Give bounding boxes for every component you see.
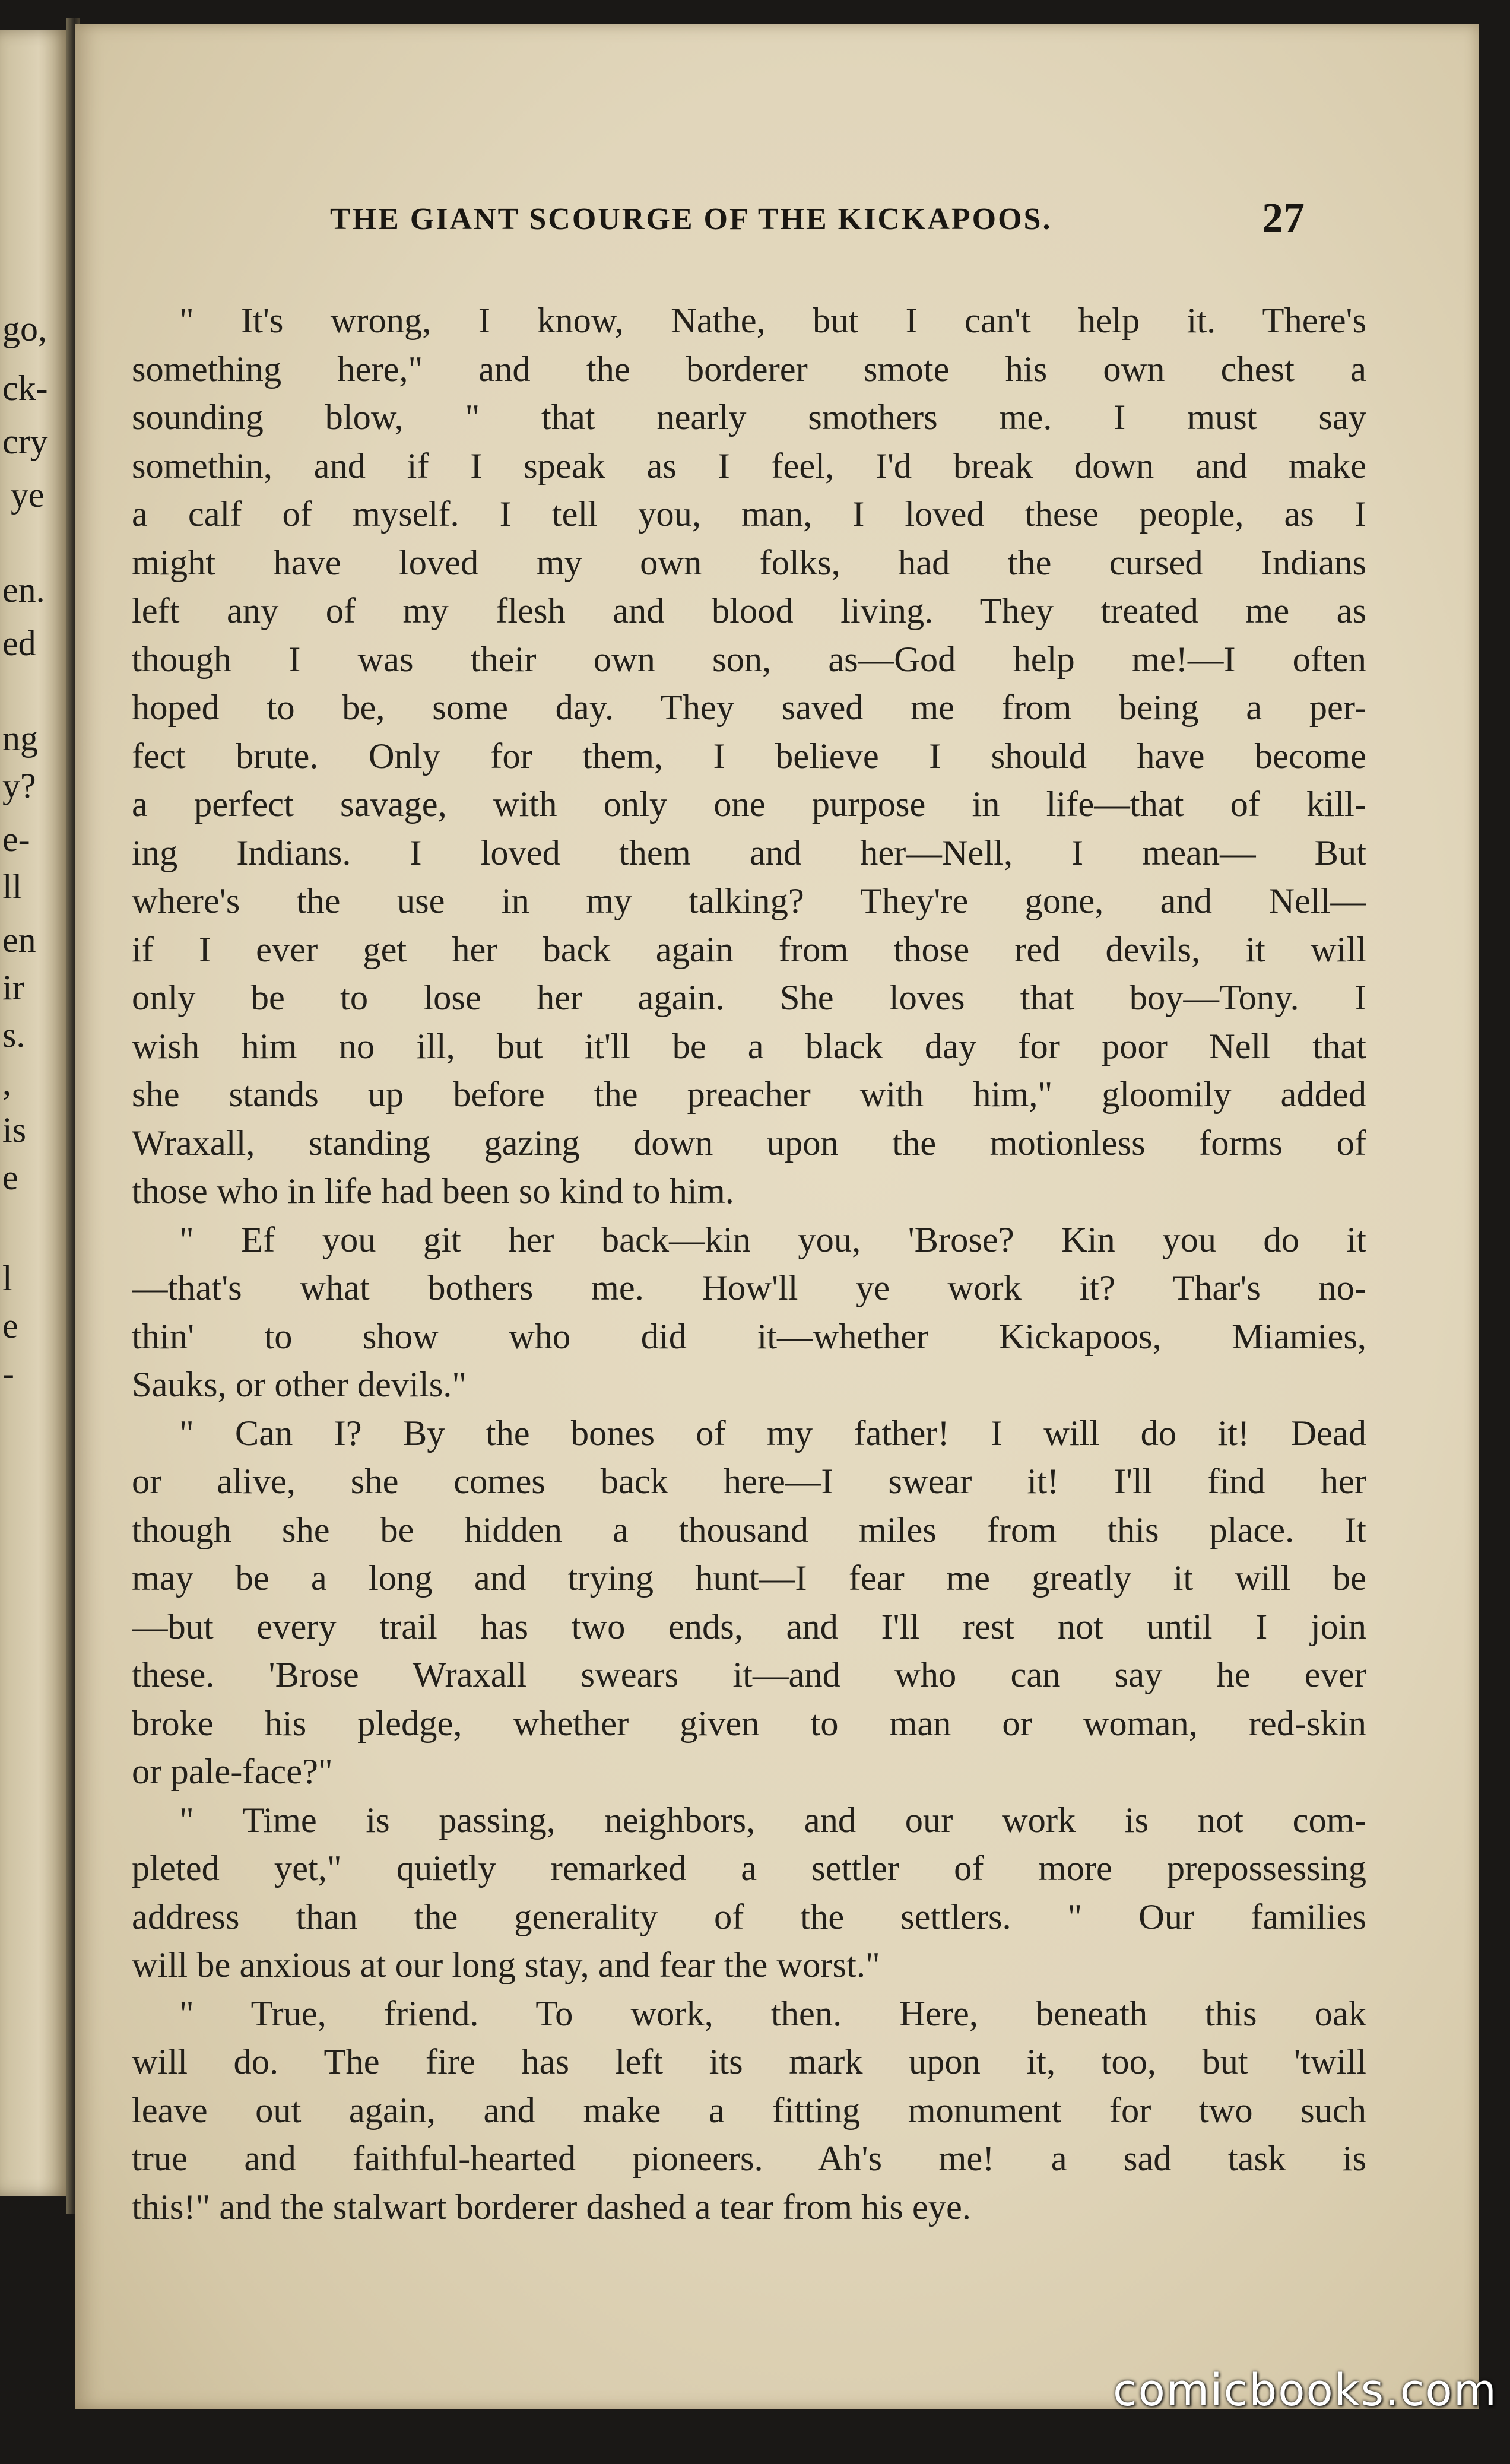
text-line: address than the generality of the settlers. " Our families	[132, 1897, 1366, 1937]
left-page-fragment: ye	[11, 475, 45, 515]
text-line: left any of my flesh and blood living. They treated me as	[132, 591, 1366, 631]
text-line: will do. The fire has left its mark upon it, too, but 'twill	[132, 2042, 1366, 2082]
text-line: where's the use in my talking? They're gone, and Nell—	[132, 881, 1366, 921]
text-line: a perfect savage, with only one purpose in life—that of kill-	[132, 785, 1366, 824]
left-page-edge	[0, 30, 70, 2196]
left-page-fragment: l	[2, 1259, 12, 1298]
text-line: thin' to show who did it—whether Kickapoos, Miamies,	[132, 1316, 1366, 1357]
body-text	[132, 297, 1366, 2231]
text-line: hoped to be, some day. They saved me from being a per-	[132, 688, 1366, 728]
left-page-fragment: ll	[2, 867, 23, 906]
text-line: though she be hidden a thousand miles from this place. It	[132, 1510, 1366, 1550]
left-page-fragment: go,	[2, 309, 47, 348]
text-line: or alive, she comes back here—I swear it! I'll find her	[132, 1462, 1366, 1501]
text-line: " Ef you git her back—kin you, 'Brose? Kin you do it	[179, 1220, 1366, 1260]
text-line: true and faithful-hearted pioneers. Ah's me! a sad task is	[132, 2139, 1366, 2179]
left-page-fragment: s.	[2, 1015, 26, 1055]
text-line: somethin, and if I speak as I feel, I'd break down and make	[132, 446, 1366, 486]
text-line: might have loved my own folks, had the cursed Indians	[132, 542, 1366, 583]
left-page-fragment: -	[2, 1354, 14, 1393]
text-line: ing Indians. I loved them and her—Nell, I mean— But	[132, 833, 1366, 873]
left-page-fragment: ng	[2, 719, 38, 758]
text-line: only be to lose her again. She loves that boy—Tony. I	[132, 978, 1366, 1018]
text-line: may be a long and trying hunt—I fear me greatly it will be	[132, 1558, 1366, 1598]
text-line: leave out again, and make a fitting monument for two such	[132, 2090, 1366, 2130]
text-line: something here," and the borderer smote his own chest a	[132, 349, 1366, 389]
text-line: —but every trail has two ends, and I'll rest not until I join	[132, 1606, 1366, 1647]
left-page-fragment: ck-	[2, 369, 48, 408]
left-page-fragment: e	[2, 1306, 18, 1345]
text-line: pleted yet," quietly remarked a settler of more prepossessing	[132, 1849, 1366, 1888]
text-line: " Time is passing, neighbors, and our work is not com-	[179, 1800, 1366, 1840]
text-line: broke his pledge, whether given to man or woman, red-skin	[132, 1703, 1366, 1744]
left-page-fragment: en	[2, 920, 36, 960]
left-page-fragment: y?	[2, 766, 36, 805]
text-line: she stands up before the preacher with him," gloomily added	[132, 1075, 1366, 1114]
text-line: " It's wrong, I know, Nathe, but I can't help it. There's	[179, 301, 1366, 341]
text-line: or pale-face?"	[132, 1752, 333, 1792]
left-page-fragment: ed	[2, 624, 36, 663]
text-line: this!" and the stalwart borderer dashed a tear from his eye.	[132, 2187, 971, 2227]
left-page-fragment: ,	[2, 1063, 11, 1102]
text-line: Wraxall, standing gazing down upon the motionless forms of	[132, 1123, 1366, 1163]
text-line: " Can I? By the bones of my father! I will do it! Dead	[179, 1413, 1366, 1453]
left-page-fragment: en.	[2, 570, 45, 609]
text-line: Sauks, or other devils."	[132, 1365, 467, 1405]
text-line: wish him no ill, but it'll be a black day for poor Nell that	[132, 1026, 1366, 1066]
text-line: " True, friend. To work, then. Here, beneath this oak	[179, 1993, 1366, 2034]
text-line: these. 'Brose Wraxall swears it—and who can say he ever	[132, 1655, 1366, 1695]
left-page-fragment: is	[2, 1110, 27, 1150]
left-page-fragment: ir	[2, 968, 24, 1007]
text-line: though I was their own son, as—God help me!—I often	[132, 639, 1366, 679]
left-page-fragment: cry	[2, 422, 48, 461]
text-line: —that's what bothers me. How'll ye work it? Thar's no-	[132, 1268, 1366, 1308]
page-number: 27	[1262, 194, 1305, 242]
text-line: will be anxious at our long stay, and fear the worst."	[132, 1945, 880, 1985]
watermark-logo: comicbooks.com	[1113, 2365, 1498, 2416]
text-line: if I ever get her back again from those red devils, it will	[132, 929, 1366, 970]
book-page	[75, 24, 1479, 2409]
text-line: fect brute. Only for them, I believe I should have become	[132, 736, 1366, 776]
text-line: a calf of myself. I tell you, man, I loved these people, as I	[132, 494, 1366, 534]
left-page-fragment: e	[2, 1158, 18, 1197]
running-head: THE GIANT SCOURGE OF THE KICKAPOOS.	[330, 202, 1052, 236]
text-line: sounding blow, " that nearly smothers me. I must say	[132, 398, 1366, 437]
text-line: those who in life had been so kind to him.	[132, 1171, 734, 1211]
left-page-fragment: e-	[2, 820, 30, 859]
